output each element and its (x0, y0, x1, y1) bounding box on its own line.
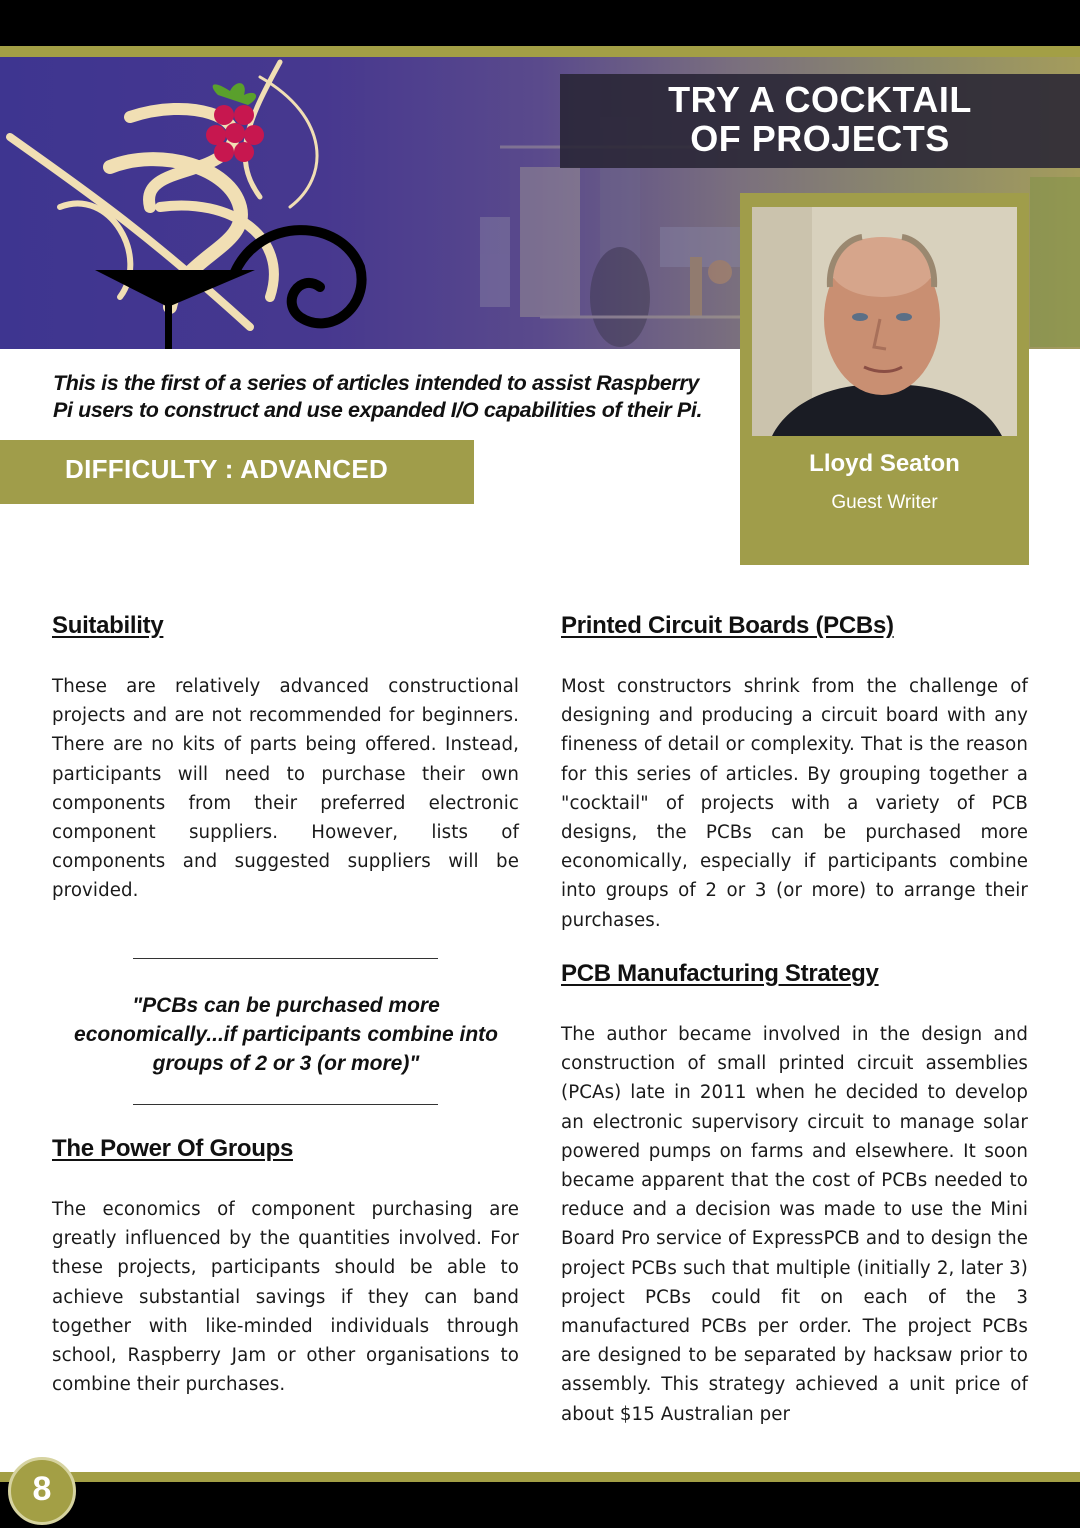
pcb-heading: Printed Circuit Boards (PCBs) (561, 612, 894, 639)
article-title (560, 80, 1080, 158)
power-of-groups-heading: The Power Of Groups (52, 1135, 293, 1162)
author-name: Lloyd Seaton (809, 450, 960, 477)
intro-line-1: This is the first of a series of articles intended to assist Raspberry (53, 371, 699, 395)
power-of-groups-paragraph: The economics of component purchasing are greatly influenced by the quantities involved. For these projects, participants should be able to achieve substantial savings if they can band together with like-minded individuals through school, Raspberry Jam or other organisations to combine their purchases. (52, 1199, 519, 1396)
bottom-bar (0, 1482, 1080, 1528)
quote-top-rule (133, 958, 438, 959)
top-bar (0, 0, 1080, 46)
intro-text (53, 370, 743, 424)
author-role: Guest Writer (831, 492, 938, 513)
author-portrait-image (752, 207, 1017, 436)
suitability-paragraph: These are relatively advanced constructional projects and are not recommended for beginners. There are no kits of parts being offered. Instead, participants will need to purchase their own components from their preferred electronic component suppliers. However, lists of components and suggested suppliers will be provided. (52, 676, 519, 902)
manufacturing-strategy-paragraph: The author became involved in the design and construction of small printed circuit assemblies (PCAs) late in 2011 when he decided to develop an electronic supervisory circuit to manage solar powered pumps on farms and elsewhere. It soon became apparent that the cost of PCBs needed to reduce and a decision was made to use the Mini Board Pro service of ExpressPCB and to design the project PCBs such that multiple (initially 2, later 3) project PCBs could fit on each of the 3 manufactured PCBs per order. The project PCBs are designed to be separated by hacksaw prior to assembly. This strategy achieved a unit price of about $15 Australian per (561, 1024, 1028, 1425)
pcb-paragraph: Most constructors shrink from the challenge of designing and producing a circuit board with any fineness of detail or complexity. That is the reason for this series of articles. By grouping together a "cocktail" of projects with a variety of PCB designs, the PCBs can be purchased more economically, especially if participants combine into groups of 2 or 3 (or more) to arrange their purchases. (561, 676, 1028, 931)
difficulty-label: DIFFICULTY : ADVANCED (65, 454, 389, 484)
pull-quote: "PCBs can be purchased more economically...if participants combine into groups of 2 or 3 (or more)" (74, 994, 498, 1075)
suitability-heading: Suitability (52, 612, 164, 639)
author-photo (752, 207, 1017, 436)
intro-line-2: Pi users to construct and use expanded I/O capabilities of their Pi. (53, 398, 703, 422)
quote-bottom-rule (133, 1104, 438, 1105)
title-line-2: OF PROJECTS (690, 118, 950, 159)
top-accent-stripe (0, 46, 1080, 57)
bottom-accent-stripe (0, 1472, 1080, 1482)
manufacturing-strategy-heading: PCB Manufacturing Strategy (561, 960, 879, 987)
page-number: 8 (32, 1470, 52, 1508)
title-line-1: TRY A COCKTAIL (668, 79, 972, 120)
